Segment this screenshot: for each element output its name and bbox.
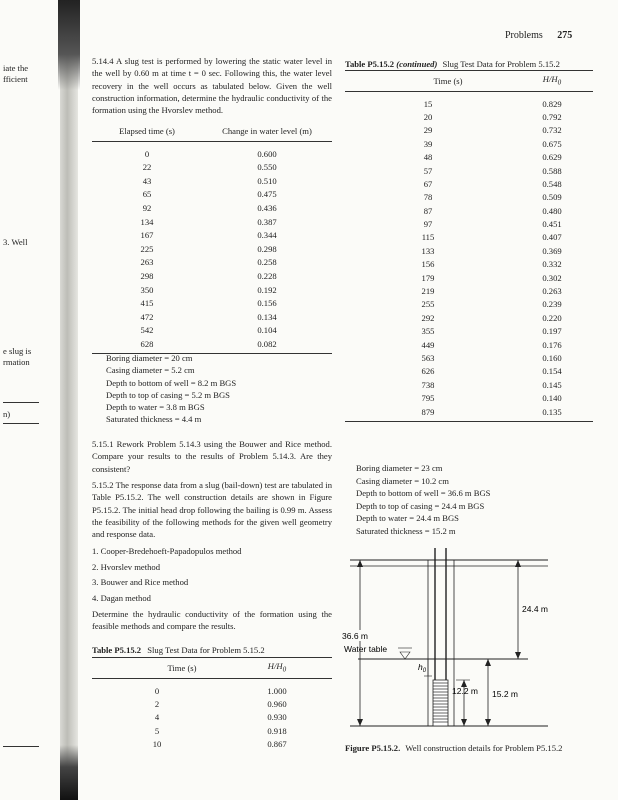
value-cell: 0.510	[257, 175, 277, 186]
column-header: Change in water level (m)	[222, 125, 312, 136]
table-row	[345, 298, 593, 311]
value-cell: 0.154	[542, 366, 562, 377]
table-row	[345, 164, 593, 177]
value-cell: 0.228	[257, 270, 277, 281]
method-item: 1. Cooper-Bredehoeft-Papadopulos method	[92, 546, 242, 556]
value-cell: 0.509	[542, 192, 562, 203]
value-cell: 0.930	[267, 712, 287, 723]
time-cell: 0	[154, 685, 160, 696]
table-row	[92, 256, 332, 270]
time-cell: 134	[140, 216, 154, 227]
time-cell: 167	[140, 230, 154, 241]
problem-5-15-2-closing: Determine the hydraulic conductivity of the formation using the feasible methods and compare the results.	[92, 609, 332, 632]
time-cell: 133	[421, 245, 435, 256]
column-header: Elapsed time (s)	[119, 125, 175, 136]
detail-line: Casing diameter = 5.2 cm	[106, 365, 195, 376]
table-row	[345, 311, 593, 324]
value-cell: 0.258	[257, 257, 277, 268]
value-cell: 0.629	[542, 152, 562, 163]
time-cell: 628	[140, 338, 154, 349]
table-row	[345, 191, 593, 204]
table-row	[92, 283, 332, 297]
table-row	[92, 711, 332, 724]
table-row	[345, 124, 593, 137]
detail-line: Saturated thickness = 15.2 m	[356, 525, 456, 536]
value-cell: 0.407	[542, 232, 562, 243]
value-cell: 0.220	[542, 312, 562, 323]
value-cell: 0.732	[542, 125, 562, 136]
table-row	[92, 201, 332, 215]
detail-line: Boring diameter = 23 cm	[356, 463, 443, 473]
detail-line: Depth to bottom of well = 8.2 m BGS	[106, 377, 237, 388]
problem-5-14-4-text: 5.14.4 A slug test is performed by lowering the static water level in the well by 0.60 m at time t = 0 sec. Following this, the water level recovery in the well occurs as tabulated below. Given the well construction information, determine the hydraulic conductivity of the formation using the Hvorslev method.	[92, 56, 332, 116]
time-cell: 78	[423, 192, 433, 203]
value-cell: 0.176	[542, 339, 562, 350]
table-p5-15-2-caption	[92, 644, 265, 656]
value-cell: 0.480	[542, 205, 562, 216]
time-cell: 472	[140, 311, 154, 322]
table-row	[345, 204, 593, 217]
caption-label: Table P5.15.2 (continued)	[345, 59, 438, 69]
time-cell: 0	[144, 148, 150, 159]
value-cell: 0.239	[542, 299, 562, 310]
table-row	[92, 324, 332, 338]
table-row	[345, 258, 593, 271]
value-cell: 0.332	[542, 259, 562, 270]
time-cell: 219	[421, 286, 435, 297]
table-row	[345, 284, 593, 297]
time-cell: 292	[421, 312, 435, 323]
value-cell: 0.960	[267, 698, 287, 709]
value-cell: 0.160	[542, 352, 562, 363]
time-cell: 355	[421, 326, 435, 337]
time-cell: 48	[423, 152, 433, 163]
time-cell: 225	[140, 243, 154, 254]
table-row	[345, 97, 593, 110]
time-cell: 5	[154, 725, 160, 736]
well-details-5-14-4	[106, 352, 236, 426]
h0-label: $h_0$	[418, 662, 427, 674]
value-cell: 0.197	[542, 326, 562, 337]
time-cell: 449	[421, 339, 435, 350]
table-row	[345, 378, 593, 391]
table-row	[92, 297, 332, 311]
water-table-symbol	[400, 652, 410, 659]
time-cell: 65	[142, 189, 152, 200]
time-cell: 43	[142, 175, 152, 186]
value-cell: 0.145	[542, 379, 562, 390]
value-cell: 0.548	[542, 178, 562, 189]
table-p5-15-2-cont-caption	[345, 58, 560, 70]
value-cell: 0.298	[257, 243, 277, 254]
table-p5-15-2-cont	[345, 70, 593, 422]
figure-caption	[345, 742, 562, 754]
caption-text: Slug Test Data for Problem 5.15.2	[147, 645, 265, 655]
value-cell: 0.192	[257, 284, 277, 295]
method-item: 2. Hvorslev method	[92, 561, 161, 572]
page-number: 275	[557, 30, 573, 41]
table-row	[345, 151, 593, 164]
value-cell: 0.134	[257, 311, 277, 322]
table-row	[345, 177, 593, 190]
time-cell: 39	[423, 138, 433, 149]
table-row	[92, 188, 332, 202]
column-header: Time (s)	[167, 662, 197, 673]
detail-line: Depth to water = 24.4 m BGS	[356, 513, 459, 524]
table-body	[92, 147, 332, 351]
margin-rule	[3, 423, 39, 424]
value-cell: 0.550	[257, 162, 277, 173]
table-row	[345, 231, 593, 244]
value-cell: 0.675	[542, 138, 562, 149]
table-p5-15-2	[92, 657, 332, 751]
time-cell: 795	[421, 393, 435, 404]
table-row	[345, 137, 593, 150]
margin-note: rmation	[3, 357, 30, 367]
margin-rule	[3, 746, 39, 747]
table-row	[92, 724, 332, 737]
table-row	[345, 325, 593, 338]
table-row	[92, 684, 332, 697]
table-row	[345, 392, 593, 405]
value-cell: 0.344	[257, 230, 277, 241]
value-cell: 0.451	[542, 219, 562, 230]
time-cell: 22	[142, 162, 152, 173]
time-cell: 15	[423, 98, 433, 109]
value-cell: 0.918	[267, 725, 287, 736]
time-cell: 2	[154, 698, 160, 709]
caption-text: Well construction details for Problem P5.15.2	[405, 743, 563, 753]
method-item: 4. Dagan method	[92, 592, 151, 603]
value-cell: 0.263	[542, 286, 562, 297]
binding-dark-top	[58, 0, 80, 90]
detail-line: Saturated thickness = 4.4 m	[106, 414, 202, 425]
value-cell: 0.387	[257, 216, 277, 227]
method-list	[92, 544, 241, 606]
table-row	[92, 161, 332, 175]
column-header: Time (s)	[433, 75, 463, 86]
time-cell: 29	[423, 125, 433, 136]
column-header: $H/H_0$	[542, 74, 562, 87]
detail-line: Depth to bottom of well = 36.6 m BGS	[356, 488, 491, 499]
caption-label: Table P5.15.2	[92, 645, 142, 655]
binding-shadow	[60, 0, 78, 800]
table-row	[92, 337, 332, 351]
column-header: $H/H_0$	[267, 661, 287, 674]
time-cell: 879	[421, 406, 435, 417]
table-row	[92, 242, 332, 256]
water-table-label: Water table	[344, 644, 388, 654]
detail-line: Boring diameter = 20 cm	[106, 353, 193, 363]
table-row	[345, 110, 593, 123]
table-row	[345, 365, 593, 378]
table-row	[345, 244, 593, 257]
table-row	[92, 269, 332, 283]
method-item: 3. Bouwer and Rice method	[92, 577, 189, 587]
time-cell: 20	[423, 111, 433, 122]
table-row	[92, 310, 332, 324]
running-header: Problems	[505, 30, 543, 41]
time-cell: 263	[140, 257, 154, 268]
table-row	[92, 174, 332, 188]
table-5-14-4	[92, 124, 332, 354]
time-cell: 179	[421, 272, 435, 283]
table-row	[92, 147, 332, 161]
value-cell: 0.792	[542, 111, 562, 122]
time-cell: 350	[140, 284, 154, 295]
problem-5-15-1-text: 5.15.1 Rework Problem 5.14.3 using the Bouwer and Rice method. Compare your results to the results of Problem 5.14.3. Are they consistent?	[92, 439, 332, 474]
margin-note: fficient	[3, 74, 28, 84]
time-cell: 298	[140, 270, 154, 281]
value-cell: 0.156	[257, 298, 277, 309]
time-cell: 57	[423, 165, 433, 176]
value-cell: 0.140	[542, 393, 562, 404]
time-cell: 4	[154, 712, 160, 723]
table-row	[92, 697, 332, 710]
time-cell: 10	[152, 739, 162, 750]
problem-5-15-2-text: 5.15.2 The response data from a slug (bail-down) test are tabulated in Table P5.15.2. The well construction details are shown in Figure P5.15.2. The initial head drop following the bailing is 0.99 m. Assess the feasibility of the following methods for the given well geometry and response data.	[92, 480, 332, 540]
value-cell: 0.600	[257, 148, 277, 159]
saturated-label: 15.2 m	[492, 689, 518, 699]
time-cell: 738	[421, 379, 435, 390]
time-cell: 87	[423, 205, 433, 216]
table-row	[345, 218, 593, 231]
table-row	[345, 271, 593, 284]
table-row	[92, 738, 332, 751]
detail-line: Depth to top of casing = 5.2 m BGS	[106, 389, 230, 400]
detail-line: Depth to water = 3.8 m BGS	[106, 402, 205, 413]
time-cell: 415	[140, 298, 154, 309]
table-row	[92, 215, 332, 229]
time-cell: 255	[421, 299, 435, 310]
value-cell: 0.829	[542, 98, 562, 109]
time-cell: 92	[142, 203, 152, 214]
margin-note: 3. Well	[3, 237, 28, 247]
value-cell: 0.369	[542, 245, 562, 256]
value-cell: 0.135	[542, 406, 562, 417]
table-row	[345, 405, 593, 418]
margin-note: e slug is	[3, 346, 32, 356]
value-cell: 0.302	[542, 272, 562, 283]
screen-label: 12.2 m	[452, 686, 478, 696]
value-cell: 0.588	[542, 165, 562, 176]
time-cell: 156	[421, 259, 435, 270]
caption-text: Slug Test Data for Problem 5.15.2	[442, 59, 560, 69]
time-cell: 542	[140, 325, 154, 336]
margin-note: n)	[3, 409, 11, 419]
well-details-5-15-2	[356, 462, 490, 538]
table-row	[345, 351, 593, 364]
binding-dark-bottom	[60, 745, 78, 800]
time-cell: 67	[423, 178, 433, 189]
well-construction-figure	[338, 548, 600, 738]
casing-depth-label: 24.4 m	[522, 604, 548, 614]
detail-line: Depth to top of casing = 24.4 m BGS	[356, 500, 485, 511]
value-cell: 0.867	[267, 739, 287, 750]
time-cell: 115	[421, 232, 435, 243]
total-depth-label: 36.6 m	[342, 631, 368, 641]
margin-note: iate the	[3, 63, 29, 73]
value-cell: 0.082	[257, 338, 277, 349]
time-cell: 563	[421, 352, 435, 363]
value-cell: 0.104	[257, 325, 277, 336]
time-cell: 626	[421, 366, 435, 377]
detail-line: Casing diameter = 10.2 cm	[356, 475, 449, 486]
margin-rule	[3, 402, 39, 403]
table-row	[92, 229, 332, 243]
table-row	[345, 338, 593, 351]
value-cell: 1.000	[267, 685, 287, 696]
value-cell: 0.436	[257, 203, 277, 214]
value-cell: 0.475	[257, 189, 277, 200]
time-cell: 97	[423, 219, 433, 230]
caption-label: Figure P5.15.2.	[345, 743, 401, 753]
